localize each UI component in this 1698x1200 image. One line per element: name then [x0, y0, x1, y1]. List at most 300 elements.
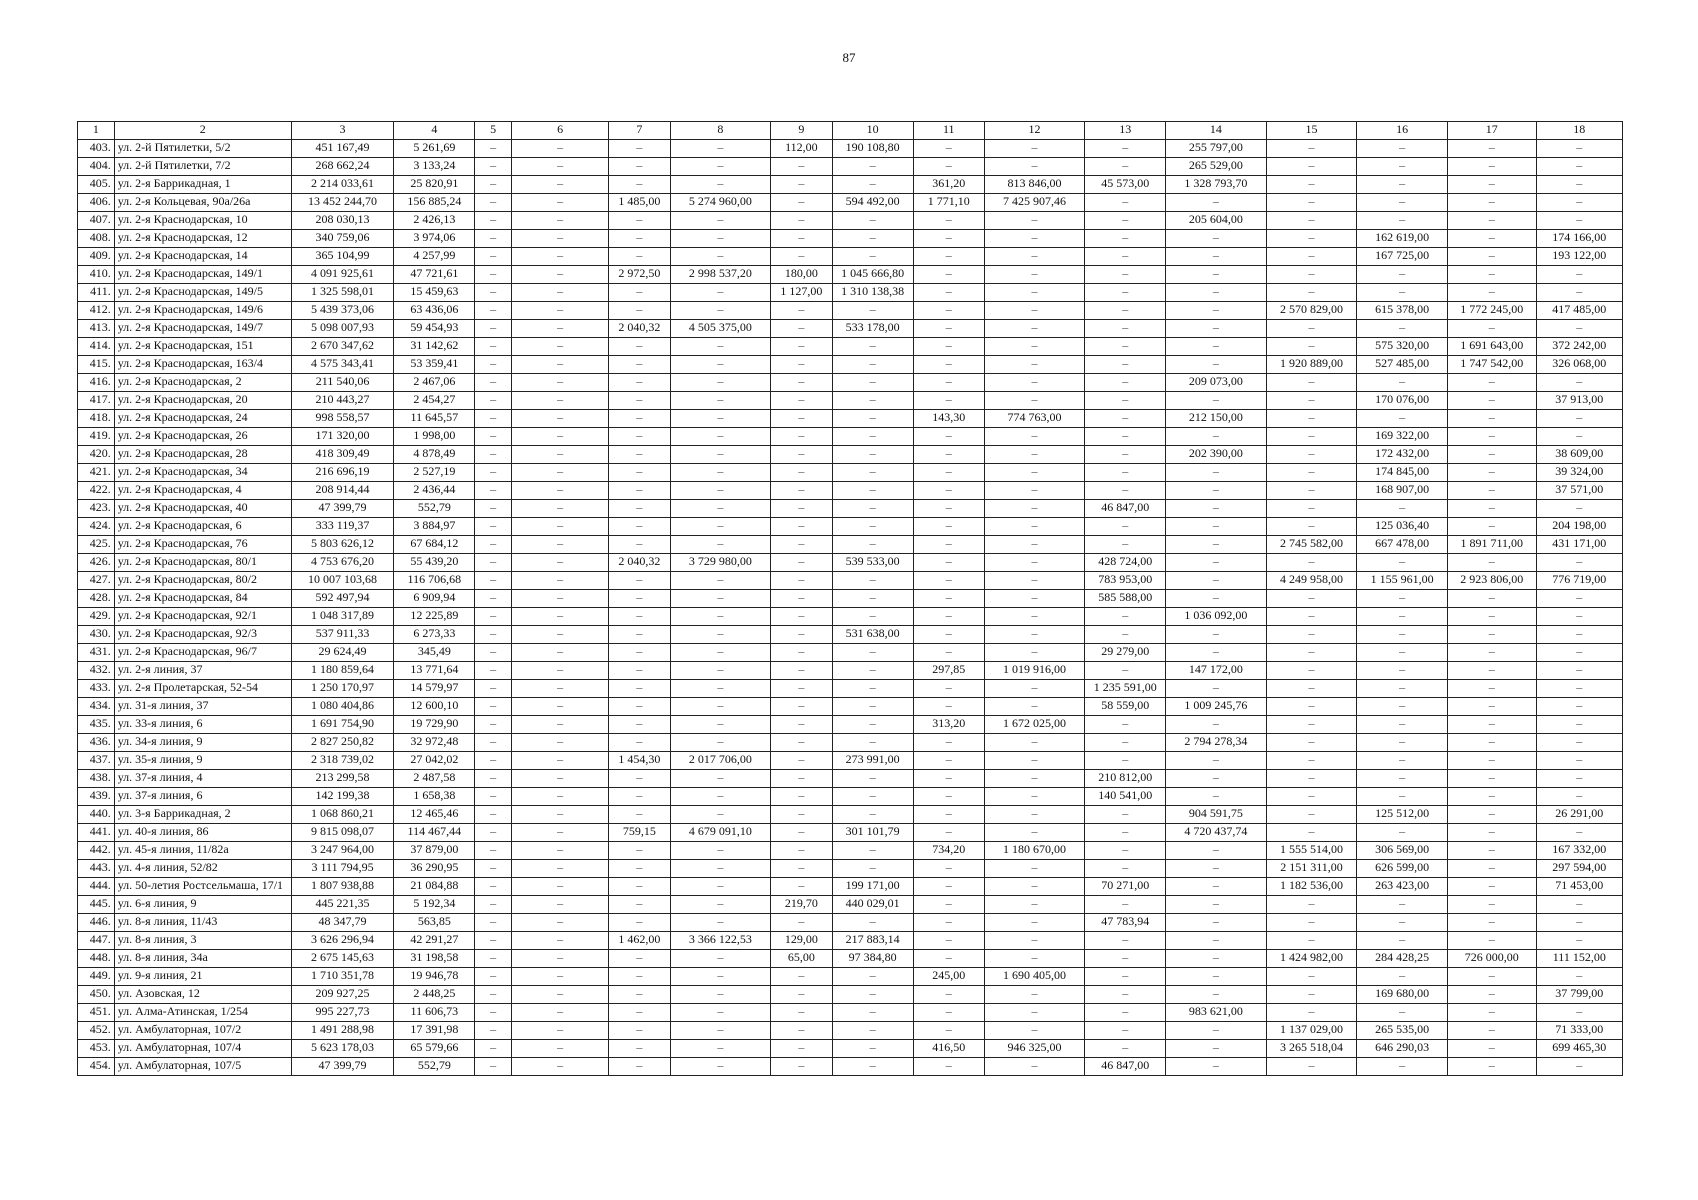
- address-cell: ул. 9-я линия, 21: [114, 968, 291, 986]
- value-cell: 3 366 122,53: [670, 932, 770, 950]
- row-number-cell: 446.: [78, 914, 115, 932]
- address-cell: ул. 33-я линия, 6: [114, 716, 291, 734]
- value-cell: –: [609, 428, 671, 446]
- value-cell: 2 436,44: [394, 482, 475, 500]
- value-cell: –: [609, 536, 671, 554]
- value-cell: 416,50: [913, 1040, 984, 1058]
- value-cell: –: [913, 284, 984, 302]
- value-cell: 67 684,12: [394, 536, 475, 554]
- value-cell: –: [1536, 608, 1622, 626]
- value-cell: –: [1536, 1058, 1622, 1076]
- value-cell: –: [512, 1058, 609, 1076]
- value-cell: –: [512, 572, 609, 590]
- value-cell: –: [670, 680, 770, 698]
- value-cell: 12 225,89: [394, 608, 475, 626]
- value-cell: 1 747 542,00: [1448, 356, 1537, 374]
- value-cell: –: [609, 518, 671, 536]
- value-cell: –: [1085, 716, 1166, 734]
- value-cell: 995 227,73: [291, 1004, 394, 1022]
- value-cell: –: [1448, 410, 1537, 428]
- value-cell: –: [771, 500, 833, 518]
- value-cell: –: [984, 824, 1084, 842]
- row-number-cell: 420.: [78, 446, 115, 464]
- value-cell: –: [1357, 932, 1448, 950]
- value-cell: –: [832, 158, 913, 176]
- value-cell: 1 250 170,97: [291, 680, 394, 698]
- value-cell: 29 624,49: [291, 644, 394, 662]
- address-cell: ул. 2-я Краснодарская, 149/6: [114, 302, 291, 320]
- value-cell: –: [609, 374, 671, 392]
- value-cell: –: [1085, 284, 1166, 302]
- value-cell: –: [512, 752, 609, 770]
- value-cell: 340 759,06: [291, 230, 394, 248]
- value-cell: –: [475, 896, 512, 914]
- value-cell: –: [512, 590, 609, 608]
- value-cell: –: [1357, 410, 1448, 428]
- value-cell: –: [1085, 194, 1166, 212]
- value-cell: –: [609, 248, 671, 266]
- value-cell: 1 080 404,86: [291, 698, 394, 716]
- address-cell: ул. 2-я Пролетарская, 52-54: [114, 680, 291, 698]
- value-cell: –: [475, 140, 512, 158]
- value-cell: –: [670, 140, 770, 158]
- value-cell: –: [1166, 1022, 1266, 1040]
- value-cell: 2 040,32: [609, 554, 671, 572]
- value-cell: –: [512, 1004, 609, 1022]
- value-cell: 204 198,00: [1536, 518, 1622, 536]
- value-cell: –: [1085, 356, 1166, 374]
- value-cell: 2 467,06: [394, 374, 475, 392]
- value-cell: 58 559,00: [1085, 698, 1166, 716]
- value-cell: –: [475, 302, 512, 320]
- value-cell: 162 619,00: [1357, 230, 1448, 248]
- address-cell: ул. 2-я линия, 37: [114, 662, 291, 680]
- value-cell: –: [670, 860, 770, 878]
- value-cell: 3 247 964,00: [291, 842, 394, 860]
- address-cell: ул. 2-я Краснодарская, 10: [114, 212, 291, 230]
- table-row: [78, 572, 1623, 590]
- value-cell: –: [771, 662, 833, 680]
- table-row: [78, 140, 1623, 158]
- value-cell: –: [475, 968, 512, 986]
- table-row: [78, 806, 1623, 824]
- value-cell: 46 847,00: [1085, 1058, 1166, 1076]
- value-cell: 2 570 829,00: [1266, 302, 1357, 320]
- address-cell: ул. 8-я линия, 34а: [114, 950, 291, 968]
- address-cell: ул. 2-я Краснодарская, 34: [114, 464, 291, 482]
- value-cell: –: [475, 914, 512, 932]
- value-cell: 71 333,00: [1536, 1022, 1622, 1040]
- row-number-cell: 435.: [78, 716, 115, 734]
- value-cell: –: [984, 554, 1084, 572]
- value-cell: 167 725,00: [1357, 248, 1448, 266]
- value-cell: –: [913, 536, 984, 554]
- row-number-cell: 429.: [78, 608, 115, 626]
- value-cell: –: [1166, 842, 1266, 860]
- row-number-cell: 411.: [78, 284, 115, 302]
- value-cell: –: [1448, 230, 1537, 248]
- value-cell: 563,85: [394, 914, 475, 932]
- value-cell: 1 325 598,01: [291, 284, 394, 302]
- value-cell: –: [1266, 320, 1357, 338]
- value-cell: –: [670, 1022, 770, 1040]
- column-header: 7: [609, 122, 671, 140]
- value-cell: –: [913, 860, 984, 878]
- value-cell: –: [1166, 878, 1266, 896]
- value-cell: 37 879,00: [394, 842, 475, 860]
- address-cell: ул. 2-я Краснодарская, 92/1: [114, 608, 291, 626]
- value-cell: –: [984, 302, 1084, 320]
- value-cell: 3 626 296,94: [291, 932, 394, 950]
- value-cell: –: [771, 734, 833, 752]
- value-cell: 4 505 375,00: [670, 320, 770, 338]
- value-cell: 1 462,00: [609, 932, 671, 950]
- value-cell: –: [1266, 140, 1357, 158]
- value-cell: –: [475, 752, 512, 770]
- value-cell: 208 030,13: [291, 212, 394, 230]
- value-cell: –: [609, 230, 671, 248]
- value-cell: –: [1448, 986, 1537, 1004]
- value-cell: –: [512, 356, 609, 374]
- value-cell: 592 497,94: [291, 590, 394, 608]
- value-cell: 297,85: [913, 662, 984, 680]
- value-cell: 111 152,00: [1536, 950, 1622, 968]
- value-cell: 1 485,00: [609, 194, 671, 212]
- value-cell: –: [984, 626, 1084, 644]
- value-cell: –: [771, 770, 833, 788]
- value-cell: 25 820,91: [394, 176, 475, 194]
- value-cell: –: [670, 1040, 770, 1058]
- table-row: [78, 482, 1623, 500]
- value-cell: 263 423,00: [1357, 878, 1448, 896]
- value-cell: 38 609,00: [1536, 446, 1622, 464]
- value-cell: –: [1536, 176, 1622, 194]
- value-cell: –: [512, 770, 609, 788]
- value-cell: –: [1448, 428, 1537, 446]
- value-cell: –: [1085, 302, 1166, 320]
- value-cell: –: [1357, 1004, 1448, 1022]
- value-cell: –: [984, 446, 1084, 464]
- value-cell: –: [609, 788, 671, 806]
- value-cell: 37 913,00: [1536, 392, 1622, 410]
- value-cell: –: [1536, 374, 1622, 392]
- value-cell: –: [1448, 1040, 1537, 1058]
- value-cell: –: [984, 338, 1084, 356]
- value-cell: 5 098 007,93: [291, 320, 394, 338]
- table-row: [78, 698, 1623, 716]
- value-cell: –: [1448, 158, 1537, 176]
- value-cell: 167 332,00: [1536, 842, 1622, 860]
- value-cell: –: [1266, 986, 1357, 1004]
- value-cell: –: [1266, 608, 1357, 626]
- value-cell: 29 279,00: [1085, 644, 1166, 662]
- value-cell: 759,15: [609, 824, 671, 842]
- value-cell: 1 045 666,80: [832, 266, 913, 284]
- value-cell: –: [670, 482, 770, 500]
- value-cell: –: [512, 374, 609, 392]
- value-cell: –: [475, 554, 512, 572]
- value-cell: 1 491 288,98: [291, 1022, 394, 1040]
- value-cell: 2 454,27: [394, 392, 475, 410]
- value-cell: –: [984, 788, 1084, 806]
- value-cell: –: [1448, 446, 1537, 464]
- address-cell: ул. 2-я Краснодарская, 2: [114, 374, 291, 392]
- value-cell: –: [1448, 734, 1537, 752]
- row-number-cell: 441.: [78, 824, 115, 842]
- table-row: [78, 212, 1623, 230]
- value-cell: –: [984, 374, 1084, 392]
- column-header: 10: [832, 122, 913, 140]
- value-cell: 418 309,49: [291, 446, 394, 464]
- value-cell: 284 428,25: [1357, 950, 1448, 968]
- value-cell: –: [1266, 158, 1357, 176]
- value-cell: –: [609, 464, 671, 482]
- value-cell: –: [609, 356, 671, 374]
- value-cell: –: [1536, 698, 1622, 716]
- value-cell: –: [1085, 392, 1166, 410]
- value-cell: 313,20: [913, 716, 984, 734]
- value-cell: –: [475, 230, 512, 248]
- value-cell: –: [913, 950, 984, 968]
- value-cell: –: [832, 464, 913, 482]
- value-cell: 1 891 711,00: [1448, 536, 1537, 554]
- value-cell: 19 946,78: [394, 968, 475, 986]
- row-number-cell: 433.: [78, 680, 115, 698]
- value-cell: 3 729 980,00: [670, 554, 770, 572]
- value-cell: –: [609, 860, 671, 878]
- value-cell: –: [832, 482, 913, 500]
- value-cell: –: [1448, 680, 1537, 698]
- value-cell: –: [1266, 194, 1357, 212]
- value-cell: 5 439 373,06: [291, 302, 394, 320]
- row-number-cell: 440.: [78, 806, 115, 824]
- value-cell: –: [832, 806, 913, 824]
- value-cell: 1 454,30: [609, 752, 671, 770]
- value-cell: 365 104,99: [291, 248, 394, 266]
- row-number-cell: 451.: [78, 1004, 115, 1022]
- value-cell: 1 328 793,70: [1166, 176, 1266, 194]
- table-row: [78, 158, 1623, 176]
- value-cell: –: [832, 518, 913, 536]
- value-cell: –: [609, 806, 671, 824]
- value-cell: –: [984, 1022, 1084, 1040]
- value-cell: –: [913, 878, 984, 896]
- row-number-cell: 427.: [78, 572, 115, 590]
- value-cell: –: [771, 464, 833, 482]
- value-cell: –: [512, 230, 609, 248]
- value-cell: –: [512, 878, 609, 896]
- value-cell: –: [771, 842, 833, 860]
- value-cell: –: [984, 752, 1084, 770]
- value-cell: –: [771, 194, 833, 212]
- value-cell: –: [670, 590, 770, 608]
- value-cell: –: [771, 860, 833, 878]
- table-row: [78, 302, 1623, 320]
- value-cell: –: [832, 608, 913, 626]
- value-cell: –: [1085, 734, 1166, 752]
- value-cell: –: [1448, 248, 1537, 266]
- value-cell: 1 691 754,90: [291, 716, 394, 734]
- row-number-cell: 409.: [78, 248, 115, 266]
- value-cell: –: [1448, 752, 1537, 770]
- value-cell: 326 068,00: [1536, 356, 1622, 374]
- value-cell: –: [1357, 698, 1448, 716]
- value-cell: –: [1085, 842, 1166, 860]
- value-cell: –: [1448, 608, 1537, 626]
- value-cell: –: [1357, 554, 1448, 572]
- value-cell: 2 923 806,00: [1448, 572, 1537, 590]
- table-row: [78, 680, 1623, 698]
- table-row: [78, 446, 1623, 464]
- value-cell: –: [1085, 1022, 1166, 1040]
- value-cell: –: [512, 338, 609, 356]
- value-cell: –: [832, 374, 913, 392]
- value-cell: –: [913, 518, 984, 536]
- column-header: 13: [1085, 122, 1166, 140]
- value-cell: –: [984, 734, 1084, 752]
- value-cell: –: [475, 176, 512, 194]
- column-header: 12: [984, 122, 1084, 140]
- value-cell: –: [670, 734, 770, 752]
- value-cell: –: [771, 968, 833, 986]
- value-cell: –: [1085, 248, 1166, 266]
- value-cell: –: [1166, 356, 1266, 374]
- value-cell: –: [832, 1040, 913, 1058]
- value-cell: –: [913, 428, 984, 446]
- address-cell: ул. 2-я Краснодарская, 151: [114, 338, 291, 356]
- value-cell: –: [609, 914, 671, 932]
- table-row: [78, 194, 1623, 212]
- value-cell: –: [771, 356, 833, 374]
- value-cell: –: [609, 644, 671, 662]
- table-row: [78, 356, 1623, 374]
- table-row: [78, 626, 1623, 644]
- value-cell: –: [1166, 284, 1266, 302]
- value-cell: –: [670, 356, 770, 374]
- value-cell: 345,49: [394, 644, 475, 662]
- value-cell: –: [1085, 896, 1166, 914]
- value-cell: –: [475, 500, 512, 518]
- value-cell: –: [984, 932, 1084, 950]
- value-cell: –: [1357, 500, 1448, 518]
- value-cell: –: [475, 824, 512, 842]
- value-cell: –: [832, 536, 913, 554]
- value-cell: 4 575 343,41: [291, 356, 394, 374]
- value-cell: 27 042,02: [394, 752, 475, 770]
- value-cell: –: [1536, 428, 1622, 446]
- value-cell: 12 600,10: [394, 698, 475, 716]
- value-cell: –: [1266, 788, 1357, 806]
- value-cell: –: [771, 986, 833, 1004]
- row-number-cell: 407.: [78, 212, 115, 230]
- value-cell: –: [512, 410, 609, 428]
- value-cell: –: [670, 986, 770, 1004]
- value-cell: 539 533,00: [832, 554, 913, 572]
- value-cell: –: [1448, 626, 1537, 644]
- value-cell: –: [1166, 968, 1266, 986]
- value-cell: –: [475, 950, 512, 968]
- value-cell: –: [1536, 158, 1622, 176]
- value-cell: 428 724,00: [1085, 554, 1166, 572]
- value-cell: 210 812,00: [1085, 770, 1166, 788]
- value-cell: –: [1536, 266, 1622, 284]
- value-cell: 265 535,00: [1357, 1022, 1448, 1040]
- value-cell: –: [1166, 572, 1266, 590]
- value-cell: 1 036 092,00: [1166, 608, 1266, 626]
- value-cell: 361,20: [913, 176, 984, 194]
- value-cell: –: [609, 968, 671, 986]
- value-cell: –: [832, 860, 913, 878]
- value-cell: 125 512,00: [1357, 806, 1448, 824]
- value-cell: 213 299,58: [291, 770, 394, 788]
- row-number-cell: 454.: [78, 1058, 115, 1076]
- value-cell: 42 291,27: [394, 932, 475, 950]
- row-number-cell: 404.: [78, 158, 115, 176]
- value-cell: –: [1448, 896, 1537, 914]
- value-cell: –: [1536, 662, 1622, 680]
- value-cell: –: [984, 698, 1084, 716]
- value-cell: –: [475, 734, 512, 752]
- value-cell: –: [1266, 1058, 1357, 1076]
- value-cell: –: [475, 716, 512, 734]
- value-cell: –: [1166, 392, 1266, 410]
- value-cell: –: [1266, 752, 1357, 770]
- value-cell: –: [609, 302, 671, 320]
- value-cell: –: [984, 428, 1084, 446]
- value-cell: 210 443,27: [291, 392, 394, 410]
- table-row: [78, 734, 1623, 752]
- value-cell: 1 920 889,00: [1266, 356, 1357, 374]
- value-cell: –: [771, 1040, 833, 1058]
- value-cell: –: [1166, 626, 1266, 644]
- value-cell: –: [609, 878, 671, 896]
- value-cell: –: [832, 788, 913, 806]
- value-cell: 245,00: [913, 968, 984, 986]
- value-cell: –: [984, 158, 1084, 176]
- value-cell: –: [1166, 914, 1266, 932]
- value-cell: 2 318 739,02: [291, 752, 394, 770]
- value-cell: –: [1536, 554, 1622, 572]
- value-cell: –: [771, 1058, 833, 1076]
- value-cell: 7 425 907,46: [984, 194, 1084, 212]
- value-cell: –: [1085, 968, 1166, 986]
- address-cell: ул. 34-я линия, 9: [114, 734, 291, 752]
- row-number-cell: 415.: [78, 356, 115, 374]
- value-cell: –: [670, 644, 770, 662]
- value-cell: –: [1266, 248, 1357, 266]
- value-cell: –: [1085, 446, 1166, 464]
- table-row: [78, 716, 1623, 734]
- value-cell: –: [670, 428, 770, 446]
- value-cell: 268 662,24: [291, 158, 394, 176]
- value-cell: –: [1166, 950, 1266, 968]
- value-cell: 2 794 278,34: [1166, 734, 1266, 752]
- value-cell: –: [670, 662, 770, 680]
- value-cell: –: [771, 698, 833, 716]
- table-row: [78, 608, 1623, 626]
- value-cell: 1 771,10: [913, 194, 984, 212]
- value-cell: –: [984, 590, 1084, 608]
- value-cell: 255 797,00: [1166, 140, 1266, 158]
- value-cell: 4 257,99: [394, 248, 475, 266]
- value-cell: –: [512, 698, 609, 716]
- value-cell: 209 927,25: [291, 986, 394, 1004]
- value-cell: –: [832, 212, 913, 230]
- value-cell: –: [512, 302, 609, 320]
- value-cell: –: [1166, 536, 1266, 554]
- value-cell: –: [1448, 1058, 1537, 1076]
- value-cell: –: [913, 824, 984, 842]
